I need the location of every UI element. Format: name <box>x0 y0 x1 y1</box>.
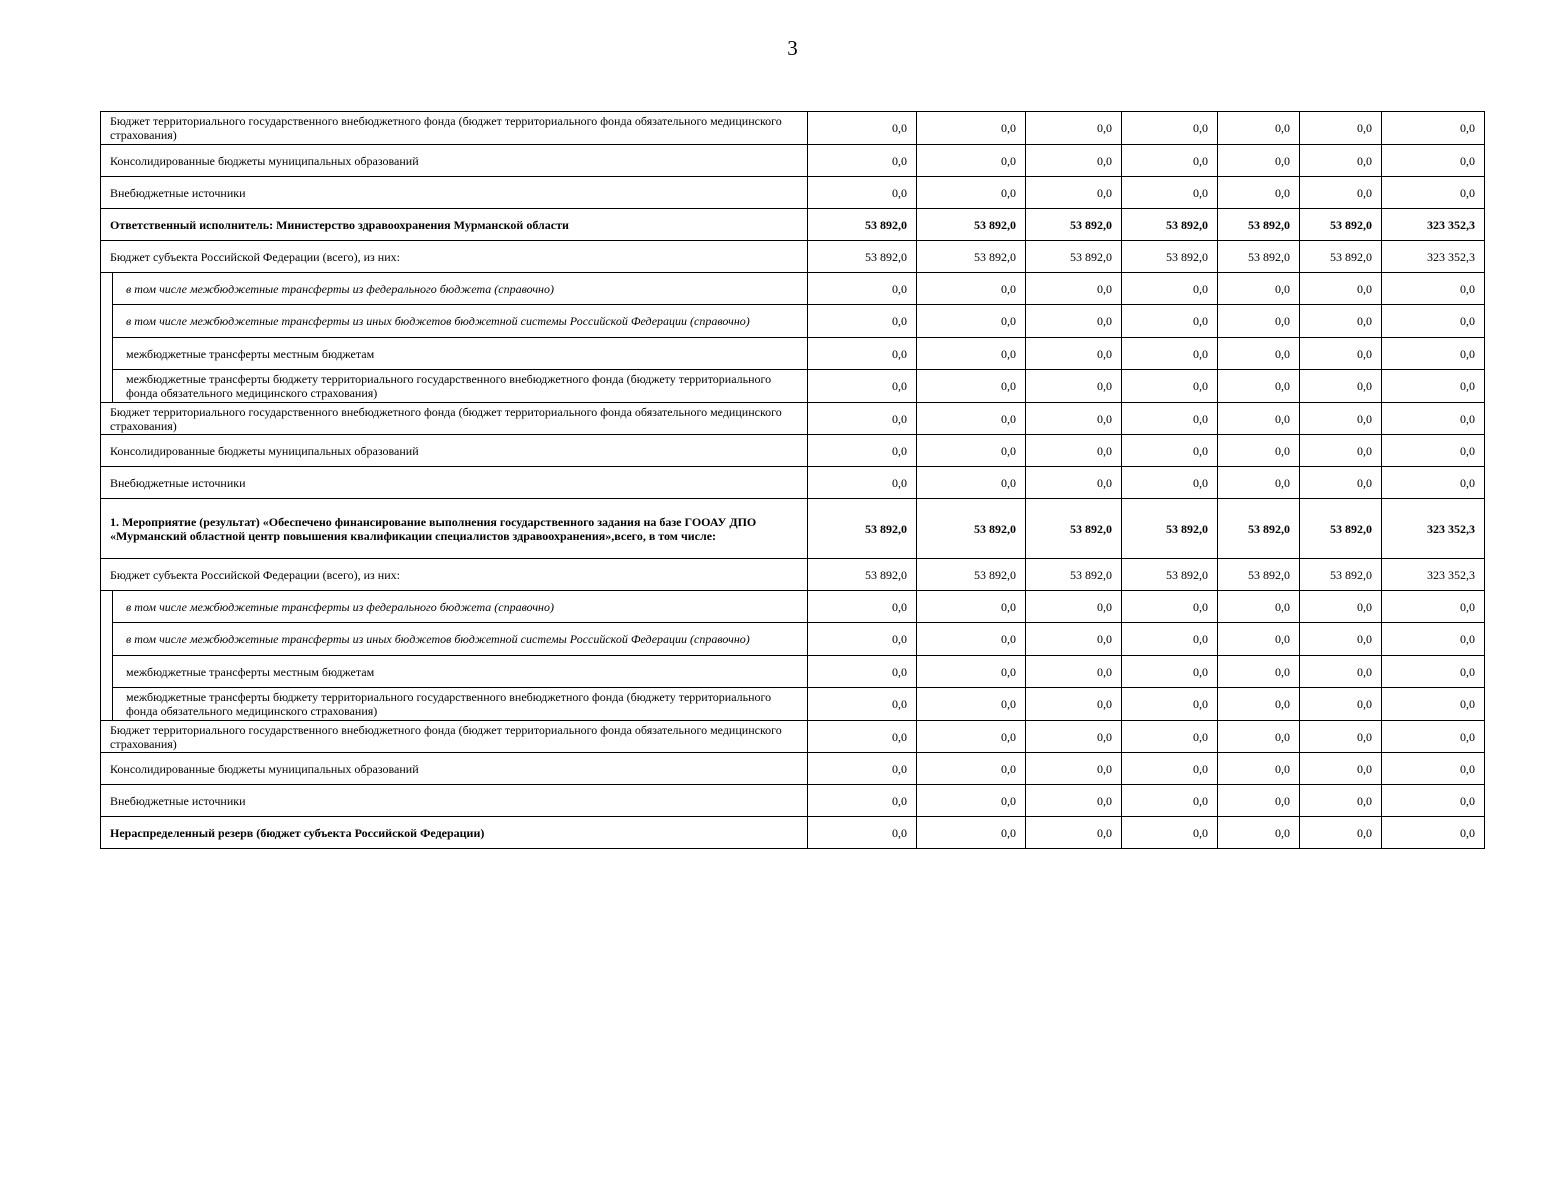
value-cell: 0,0 <box>1382 656 1485 688</box>
value-cell: 53 892,0 <box>1026 499 1122 559</box>
table-row <box>101 338 1485 370</box>
table-row <box>101 403 1485 435</box>
row-label: Внебюджетные источники <box>101 177 808 209</box>
value-cell: 0,0 <box>917 785 1026 817</box>
value-cell: 0,0 <box>1026 656 1122 688</box>
row-label: Бюджет территориального государственного внебюджетного фонда (бюджет территориального фонда обязательного медицинского страхования) <box>101 112 808 145</box>
value-cell: 323 352,3 <box>1382 499 1485 559</box>
value-cell: 0,0 <box>1026 688 1122 721</box>
table-row <box>101 273 1485 305</box>
page-number: 3 <box>787 36 798 60</box>
value-cell: 0,0 <box>1122 273 1218 305</box>
row-label: в том числе межбюджетные трансферты из федерального бюджета (справочно) <box>113 591 808 623</box>
table-row <box>101 688 1485 721</box>
value-cell: 53 892,0 <box>1026 209 1122 241</box>
value-cell: 0,0 <box>917 467 1026 499</box>
table-row <box>101 305 1485 338</box>
value-cell: 0,0 <box>1122 721 1218 753</box>
value-cell: 53 892,0 <box>1300 209 1382 241</box>
value-cell: 0,0 <box>1382 721 1485 753</box>
value-cell: 53 892,0 <box>1122 559 1218 591</box>
value-cell: 0,0 <box>1026 403 1122 435</box>
row-label: Внебюджетные источники <box>101 785 808 817</box>
row-label: Бюджет территориального государственного внебюджетного фонда (бюджет территориального фонда обязательного медицинского страхования) <box>101 721 808 753</box>
value-cell: 0,0 <box>808 177 917 209</box>
value-cell: 0,0 <box>808 785 917 817</box>
row-label: Консолидированные бюджеты муниципальных образований <box>101 753 808 785</box>
value-cell: 0,0 <box>1218 688 1300 721</box>
value-cell: 0,0 <box>1382 753 1485 785</box>
value-cell: 0,0 <box>1026 817 1122 849</box>
value-cell: 0,0 <box>1300 785 1382 817</box>
row-label: Бюджет территориального государственного внебюджетного фонда (бюджет территориального фонда обязательного медицинского страхования) <box>101 403 808 435</box>
value-cell: 0,0 <box>1382 112 1485 145</box>
value-cell: 0,0 <box>1300 688 1382 721</box>
value-cell: 323 352,3 <box>1382 241 1485 273</box>
value-cell: 53 892,0 <box>917 559 1026 591</box>
value-cell: 0,0 <box>1218 305 1300 338</box>
value-cell: 0,0 <box>1300 721 1382 753</box>
value-cell: 0,0 <box>1382 623 1485 656</box>
value-cell: 0,0 <box>1218 338 1300 370</box>
row-label: 1. Мероприятие (результат) «Обеспечено финансирование выполнения государственного задания на базе ГООАУ ДПО «Мурманский областной центр повышения квалификации специалистов здравоохранения»,всего, в том числе: <box>101 499 808 559</box>
value-cell: 0,0 <box>1218 435 1300 467</box>
value-cell: 53 892,0 <box>917 241 1026 273</box>
value-cell: 0,0 <box>1300 656 1382 688</box>
value-cell: 0,0 <box>1122 403 1218 435</box>
value-cell: 53 892,0 <box>808 241 917 273</box>
value-cell: 0,0 <box>808 305 917 338</box>
value-cell: 0,0 <box>1122 338 1218 370</box>
value-cell: 0,0 <box>917 623 1026 656</box>
value-cell: 0,0 <box>1218 112 1300 145</box>
value-cell: 0,0 <box>1026 435 1122 467</box>
table-row <box>101 177 1485 209</box>
value-cell: 0,0 <box>1122 435 1218 467</box>
value-cell: 53 892,0 <box>917 499 1026 559</box>
value-cell: 0,0 <box>1218 721 1300 753</box>
value-cell: 0,0 <box>808 435 917 467</box>
value-cell: 0,0 <box>808 656 917 688</box>
value-cell: 0,0 <box>808 721 917 753</box>
value-cell: 0,0 <box>1026 591 1122 623</box>
value-cell: 0,0 <box>1122 688 1218 721</box>
value-cell: 0,0 <box>1382 785 1485 817</box>
value-cell: 0,0 <box>1300 753 1382 785</box>
row-label: Бюджет субъекта Российской Федерации (всего), из них: <box>101 241 808 273</box>
value-cell: 0,0 <box>917 753 1026 785</box>
indent-gutter <box>101 591 113 721</box>
budget-table <box>100 111 1485 849</box>
value-cell: 0,0 <box>1026 112 1122 145</box>
value-cell: 0,0 <box>1122 112 1218 145</box>
table-row <box>101 499 1485 559</box>
value-cell: 0,0 <box>1382 435 1485 467</box>
value-cell: 0,0 <box>1382 467 1485 499</box>
value-cell: 0,0 <box>1218 623 1300 656</box>
value-cell: 0,0 <box>917 688 1026 721</box>
value-cell: 0,0 <box>917 817 1026 849</box>
row-label: Нераспределенный резерв (бюджет субъекта Российской Федерации) <box>101 817 808 849</box>
value-cell: 0,0 <box>917 145 1026 177</box>
value-cell: 0,0 <box>1382 688 1485 721</box>
value-cell: 53 892,0 <box>1218 209 1300 241</box>
table-row <box>101 656 1485 688</box>
table-row <box>101 817 1485 849</box>
value-cell: 53 892,0 <box>917 209 1026 241</box>
value-cell: 0,0 <box>1026 273 1122 305</box>
value-cell: 53 892,0 <box>1026 241 1122 273</box>
value-cell: 0,0 <box>917 656 1026 688</box>
value-cell: 0,0 <box>1382 817 1485 849</box>
value-cell: 0,0 <box>1382 177 1485 209</box>
value-cell: 0,0 <box>1122 145 1218 177</box>
table-row <box>101 112 1485 145</box>
value-cell: 0,0 <box>1122 785 1218 817</box>
value-cell: 0,0 <box>1026 145 1122 177</box>
value-cell: 0,0 <box>1122 591 1218 623</box>
row-label: в том числе межбюджетные трансферты из иных бюджетов бюджетной системы Российской Федерации (справочно) <box>113 623 808 656</box>
value-cell: 0,0 <box>1026 623 1122 656</box>
value-cell: 0,0 <box>1218 817 1300 849</box>
value-cell: 0,0 <box>1218 370 1300 403</box>
table-row <box>101 721 1485 753</box>
value-cell: 0,0 <box>1026 467 1122 499</box>
row-label: Внебюджетные источники <box>101 467 808 499</box>
value-cell: 0,0 <box>1300 177 1382 209</box>
value-cell: 0,0 <box>1218 145 1300 177</box>
value-cell: 0,0 <box>917 112 1026 145</box>
value-cell: 53 892,0 <box>808 559 917 591</box>
row-label: Ответственный исполнитель: Министерство здравоохранения Мурманской области <box>101 209 808 241</box>
value-cell: 53 892,0 <box>1218 559 1300 591</box>
value-cell: 0,0 <box>808 403 917 435</box>
table-row <box>101 209 1485 241</box>
value-cell: 0,0 <box>808 623 917 656</box>
indent-gutter <box>101 273 113 403</box>
value-cell: 0,0 <box>1300 591 1382 623</box>
value-cell: 0,0 <box>917 370 1026 403</box>
value-cell: 0,0 <box>808 112 917 145</box>
value-cell: 53 892,0 <box>1218 241 1300 273</box>
row-label: Бюджет субъекта Российской Федерации (всего), из них: <box>101 559 808 591</box>
value-cell: 53 892,0 <box>1122 241 1218 273</box>
value-cell: 0,0 <box>1218 591 1300 623</box>
value-cell: 0,0 <box>1122 656 1218 688</box>
value-cell: 0,0 <box>1300 305 1382 338</box>
value-cell: 0,0 <box>1122 817 1218 849</box>
row-label: Консолидированные бюджеты муниципальных образований <box>101 435 808 467</box>
value-cell: 53 892,0 <box>1026 559 1122 591</box>
value-cell: 0,0 <box>1218 753 1300 785</box>
value-cell: 53 892,0 <box>1218 499 1300 559</box>
value-cell: 0,0 <box>808 145 917 177</box>
value-cell: 0,0 <box>917 338 1026 370</box>
value-cell: 0,0 <box>1218 403 1300 435</box>
value-cell: 0,0 <box>1382 145 1485 177</box>
value-cell: 0,0 <box>1026 785 1122 817</box>
table-row <box>101 591 1485 623</box>
value-cell: 0,0 <box>917 435 1026 467</box>
value-cell: 0,0 <box>1300 403 1382 435</box>
value-cell: 0,0 <box>917 721 1026 753</box>
value-cell: 0,0 <box>917 177 1026 209</box>
value-cell: 0,0 <box>1382 273 1485 305</box>
value-cell: 0,0 <box>1026 177 1122 209</box>
value-cell: 0,0 <box>1026 753 1122 785</box>
value-cell: 53 892,0 <box>1122 209 1218 241</box>
value-cell: 0,0 <box>1382 403 1485 435</box>
value-cell: 0,0 <box>1300 623 1382 656</box>
value-cell: 53 892,0 <box>808 499 917 559</box>
value-cell: 0,0 <box>1218 177 1300 209</box>
value-cell: 0,0 <box>1300 112 1382 145</box>
value-cell: 0,0 <box>1300 435 1382 467</box>
table-row <box>101 467 1485 499</box>
value-cell: 0,0 <box>1026 721 1122 753</box>
value-cell: 0,0 <box>1122 753 1218 785</box>
value-cell: 0,0 <box>1300 338 1382 370</box>
row-label: в том числе межбюджетные трансферты из иных бюджетов бюджетной системы Российской Федерации (справочно) <box>113 305 808 338</box>
value-cell: 0,0 <box>1122 370 1218 403</box>
row-label: межбюджетные трансферты бюджету территориального государственного внебюджетного фонда (бюджету территориального фонда обязательного медицинского страхования) <box>113 370 808 403</box>
value-cell: 0,0 <box>1382 591 1485 623</box>
value-cell: 0,0 <box>1122 305 1218 338</box>
value-cell: 0,0 <box>808 338 917 370</box>
value-cell: 0,0 <box>808 273 917 305</box>
value-cell: 0,0 <box>808 370 917 403</box>
table-row <box>101 785 1485 817</box>
value-cell: 0,0 <box>917 305 1026 338</box>
value-cell: 0,0 <box>808 753 917 785</box>
value-cell: 0,0 <box>1218 656 1300 688</box>
value-cell: 0,0 <box>1300 145 1382 177</box>
table-row <box>101 753 1485 785</box>
value-cell: 0,0 <box>1382 305 1485 338</box>
table-row <box>101 145 1485 177</box>
row-label: межбюджетные трансферты местным бюджетам <box>113 338 808 370</box>
value-cell: 0,0 <box>1300 273 1382 305</box>
row-label: в том числе межбюджетные трансферты из федерального бюджета (справочно) <box>113 273 808 305</box>
value-cell: 0,0 <box>1122 623 1218 656</box>
value-cell: 0,0 <box>1218 785 1300 817</box>
value-cell: 323 352,3 <box>1382 209 1485 241</box>
value-cell: 0,0 <box>1300 370 1382 403</box>
value-cell: 0,0 <box>808 467 917 499</box>
value-cell: 0,0 <box>808 688 917 721</box>
value-cell: 0,0 <box>1026 338 1122 370</box>
value-cell: 0,0 <box>1026 305 1122 338</box>
row-label: Консолидированные бюджеты муниципальных образований <box>101 145 808 177</box>
value-cell: 0,0 <box>1382 370 1485 403</box>
value-cell: 0,0 <box>1218 273 1300 305</box>
table-row <box>101 559 1485 591</box>
value-cell: 53 892,0 <box>1300 241 1382 273</box>
table-row <box>101 623 1485 656</box>
value-cell: 53 892,0 <box>1122 499 1218 559</box>
value-cell: 53 892,0 <box>808 209 917 241</box>
value-cell: 0,0 <box>808 591 917 623</box>
table-row <box>101 241 1485 273</box>
value-cell: 0,0 <box>917 403 1026 435</box>
value-cell: 0,0 <box>1300 467 1382 499</box>
value-cell: 0,0 <box>1382 338 1485 370</box>
value-cell: 0,0 <box>1300 817 1382 849</box>
row-label: межбюджетные трансферты бюджету территориального государственного внебюджетного фонда (бюджету территориального фонда обязательного медицинского страхования) <box>113 688 808 721</box>
value-cell: 0,0 <box>1026 370 1122 403</box>
value-cell: 53 892,0 <box>1300 499 1382 559</box>
value-cell: 0,0 <box>1122 177 1218 209</box>
value-cell: 0,0 <box>1218 467 1300 499</box>
value-cell: 0,0 <box>917 591 1026 623</box>
value-cell: 0,0 <box>917 273 1026 305</box>
value-cell: 0,0 <box>1122 467 1218 499</box>
table-row <box>101 370 1485 403</box>
value-cell: 323 352,3 <box>1382 559 1485 591</box>
value-cell: 0,0 <box>808 817 917 849</box>
value-cell: 53 892,0 <box>1300 559 1382 591</box>
row-label: межбюджетные трансферты местным бюджетам <box>113 656 808 688</box>
table-row <box>101 435 1485 467</box>
